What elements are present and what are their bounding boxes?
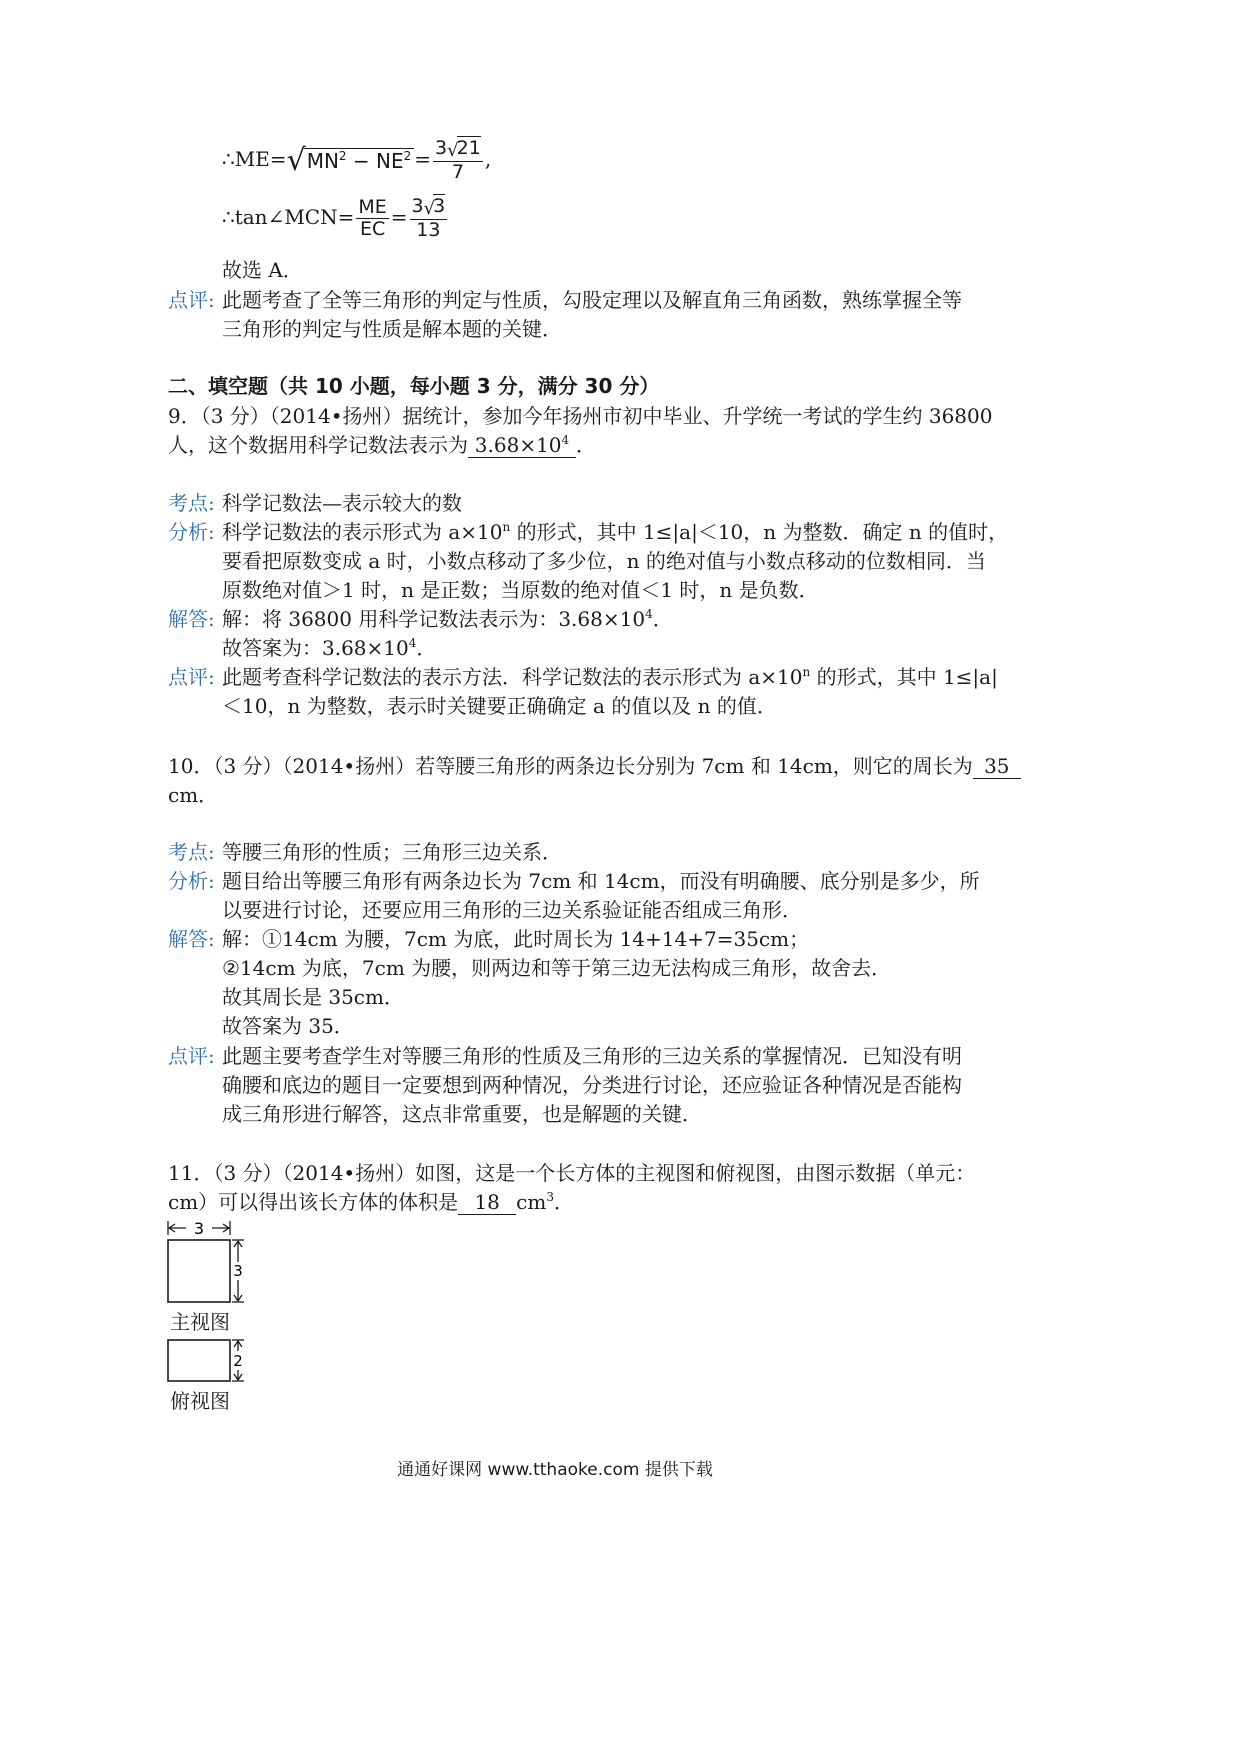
q10-stem: 10．（3 分）（2014•扬州）若等腰三角形的两条边长分别为 7cm 和 14cm，则它的周长为 35 <box>168 750 1021 779</box>
sqrt-expression: $√MN^2 - NE^2$ <box>287 143 415 178</box>
jieda-text: 解：将 36800 用科学记数法表示为：$3.68\times 10^4$． <box>222 607 673 631</box>
fenxi-label: 分析: <box>168 869 215 893</box>
fenxi-text: 要看把原数变成 a 时，小数点移动了多少位，n 的绝对值与小数点移动的位数相同．当 <box>222 549 986 573</box>
me-result-fraction: $\frac{3√21}{7}$ <box>435 137 481 183</box>
dianping-text: 确腰和底边的题目一定要想到两种情况，分类进行讨论，还应验证各种情况是否能构 <box>222 1073 962 1097</box>
q9-stem: 人，这个数据用科学记数法表示为 $3.68\times 10^4$ ． <box>168 433 596 457</box>
section-title: 二、填空题（共 10 小题，每小题 3 分，满分 30 分） <box>168 374 660 398</box>
dianping-label: 点评: <box>168 665 215 689</box>
comment-text: 此题考查了全等三角形的判定与性质，勾股定理以及解直角三角函数，熟练掌握全等 <box>222 288 962 312</box>
dianping-label: 点评: <box>168 1044 215 1068</box>
fenxi-label: 分析: <box>168 520 215 544</box>
fenxi-text: 以要进行讨论，还要应用三角形的三边关系验证能否组成三角形． <box>222 898 802 922</box>
tan-fraction: $\frac{ME}{EC}$ <box>358 195 387 240</box>
page-footer: 通通好课网 www.tthaoke.com 提供下载 <box>397 1460 713 1480</box>
q11-answer: 18 <box>458 1190 516 1215</box>
fenxi-text: 科学记数法的表示形式为 $a\times 10^n$ 的形式，其中 1≤|a|＜10，n 为整数．确定 n 的值时， <box>222 520 1009 544</box>
q10-stem: cm． <box>168 783 219 807</box>
comment-text: 三角形的判定与性质是解本题的关键． <box>222 317 562 341</box>
front-view-rect <box>168 1240 230 1302</box>
dianping-text: 此题主要考查学生对等腰三角形的性质及三角形的三边关系的掌握情况．已知没有明 <box>222 1044 962 1068</box>
q11-stem: cm）可以得出该长方体的体积是 18 $cm^3$． <box>168 1190 574 1214</box>
jieda-text: 故其周长是 35cm． <box>222 985 404 1009</box>
tan-formula-line: ∴tan∠MCN= $\frac{ME}{EC}$ = $\frac{3√3}{13}$ <box>222 195 446 241</box>
kaodian-label: 考点: <box>168 491 215 515</box>
dianping-text: 成三角形进行解答，这点非常重要，也是解题的关键． <box>222 1102 702 1126</box>
jieda-text: 故答案为：$3.68\times 10^4$． <box>222 636 437 660</box>
q11-stem: 11．（3 分）（2014•扬州）如图，这是一个长方体的主视图和俯视图，由图示数据（单元： <box>168 1161 976 1185</box>
dianping-text: 此题考查科学记数法的表示方法．科学记数法的表示形式为 $a\times 10^n$ 的形式，其中 1≤|a| <box>222 665 998 689</box>
tan-result-fraction: $\frac{3√3}{13}$ <box>411 195 446 241</box>
height-label: 3 <box>233 1262 243 1280</box>
q9-stem: 9．（3 分）（2014•扬州）据统计，参加今年扬州市初中毕业、升学统一考试的学生约 36800 <box>168 404 993 428</box>
jieda-label: 解答: <box>168 607 215 631</box>
me-formula-line: $\therefore ME=√MN^2 - NE^2$ = $\frac{3√21}{7}$ , <box>222 137 492 183</box>
fenxi-text: 题目给出等腰三角形有两条边长为 7cm 和 14cm，而没有明确腰、底分别是多少，所 <box>222 869 980 893</box>
kaodian-label: 考点: <box>168 840 215 864</box>
q10-answer: 35 <box>973 754 1021 779</box>
width-label: 3 <box>193 1219 205 1238</box>
choice-line: 故选 A． <box>222 258 303 282</box>
jieda-text: ②14cm 为底，7cm 为腰，则两边和等于第三边无法构成三角形，故舍去． <box>222 956 892 980</box>
jieda-text: 解：①14cm 为腰，7cm 为底，此时周长为 14+14+7=35cm； <box>222 927 810 951</box>
jieda-label: 解答: <box>168 927 215 951</box>
kaodian-text: 科学记数法—表示较大的数 <box>222 491 462 515</box>
kaodian-text: 等腰三角形的性质；三角形三边关系． <box>222 840 562 864</box>
top-view-rect <box>168 1340 230 1381</box>
jieda-text: 故答案为 35． <box>222 1014 354 1038</box>
top-view-caption: 俯视图 <box>170 1389 230 1413</box>
front-view-caption: 主视图 <box>170 1310 230 1334</box>
depth-label: 2 <box>233 1352 243 1370</box>
dianping-text: ＜10，n 为整数，表示时关键要正确确定 a 的值以及 n 的值． <box>222 694 777 718</box>
q9-answer: $3.68\times 10^4$ <box>468 433 576 458</box>
comment-label: 点评: <box>168 288 215 312</box>
fenxi-text: 原数绝对值＞1 时，n 是正数；当原数的绝对值＜1 时，n 是负数． <box>222 578 819 602</box>
